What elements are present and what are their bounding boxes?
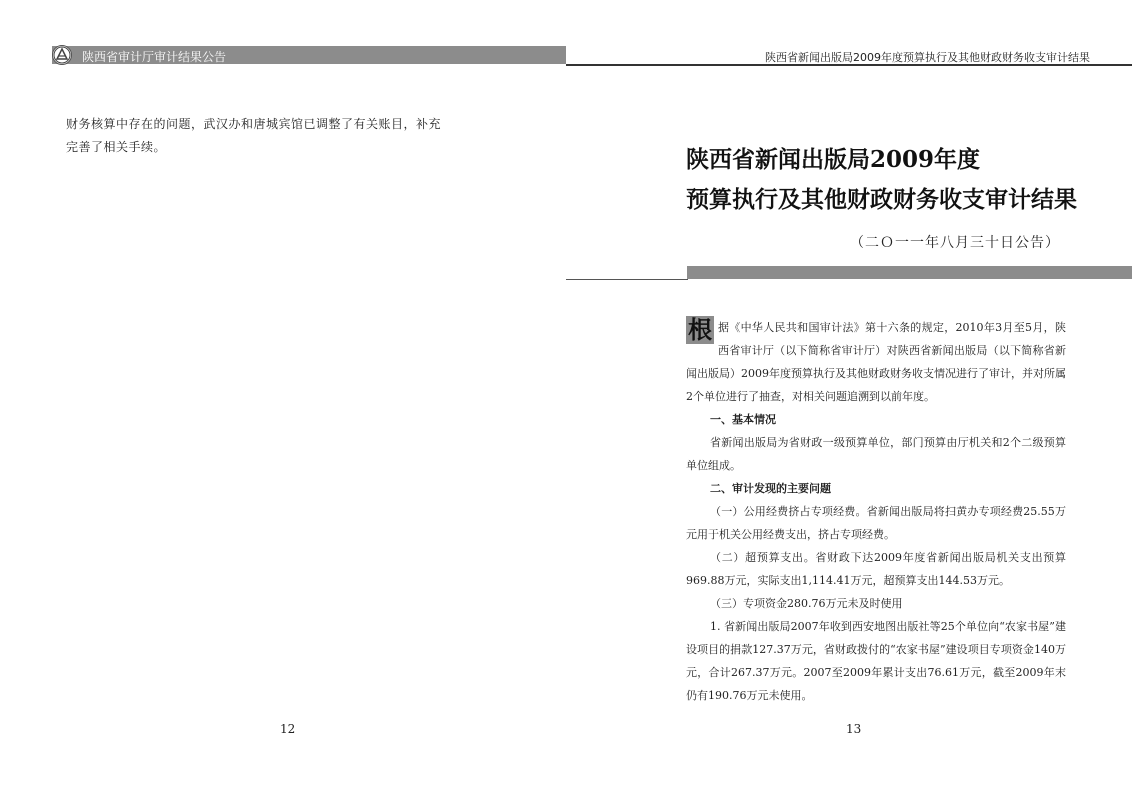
- paragraph: （一）公用经费挤占专项经费。省新闻出版局将扫黄办专项经费25.55万元用于机关公用经费支出，挤占专项经费。: [686, 505, 1066, 541]
- title-rule: [566, 279, 688, 280]
- right-running-header: 陕西省新闻出版局2009年度预算执行及其他财政财务收支审计结果: [765, 51, 1090, 64]
- drop-cap: 根: [688, 315, 712, 344]
- left-running-header: 陕西省审计厅审计结果公告: [82, 50, 227, 64]
- section-heading: 一、基本情况: [710, 413, 776, 426]
- header-rule: [566, 64, 1132, 66]
- audit-logo-icon: [52, 45, 72, 65]
- title-band: [687, 266, 1132, 279]
- title-line-1: 陕西省新闻出版局2009年度: [686, 146, 981, 173]
- intro-paragraph: [686, 316, 1066, 408]
- right-page-body: [686, 316, 1066, 707]
- intro-text: 据《中华人民共和国审计法》第十六条的规定，2010年3月至5月，陕西省审计厅（以下简称省审计厅）对陕西省新闻出版局（以下简称省新闻出版局）2009年度预算执行及其他财政财务收支情况进行了审计，并对所属2个单位进行了抽查，对相关问题追溯到以前年度。: [686, 321, 1066, 403]
- document-title: [686, 140, 1077, 220]
- paragraph: （三）专项资金280.76万元未及时使用: [710, 597, 903, 610]
- body-line: 完善了相关手续。: [66, 140, 167, 154]
- page-number-right: 13: [846, 722, 862, 736]
- page-number-left: 12: [280, 722, 296, 736]
- body-line: 财务核算中存在的问题，武汉办和唐城宾馆已调整了有关账目，补充: [66, 117, 442, 131]
- paragraph: （二）超预算支出。省财政下达2009年度省新闻出版局机关支出预算969.88万元，实际支出1,114.41万元，超预算支出144.53万元。: [686, 551, 1066, 587]
- paragraph: 1. 省新闻出版局2007年收到西安地图出版社等25个单位向“农家书屋”建设项目的捐款127.37万元，省财政拨付的“农家书屋”建设项目专项资金140万元，合计267.37万元。2007至2009年累计支出76.61万元，截至2009年末仍有190.76万元未使用。: [686, 620, 1066, 702]
- left-page-body: [66, 113, 466, 159]
- announcement-date: （二Ｏ一一年八月三十日公告）: [850, 235, 1060, 251]
- section-heading: 二、审计发现的主要问题: [710, 482, 831, 495]
- title-line-2: 预算执行及其他财政财务收支审计结果: [686, 186, 1077, 213]
- paragraph: 省新闻出版局为省财政一级预算单位，部门预算由厅机关和2个二级预算单位组成。: [686, 436, 1066, 472]
